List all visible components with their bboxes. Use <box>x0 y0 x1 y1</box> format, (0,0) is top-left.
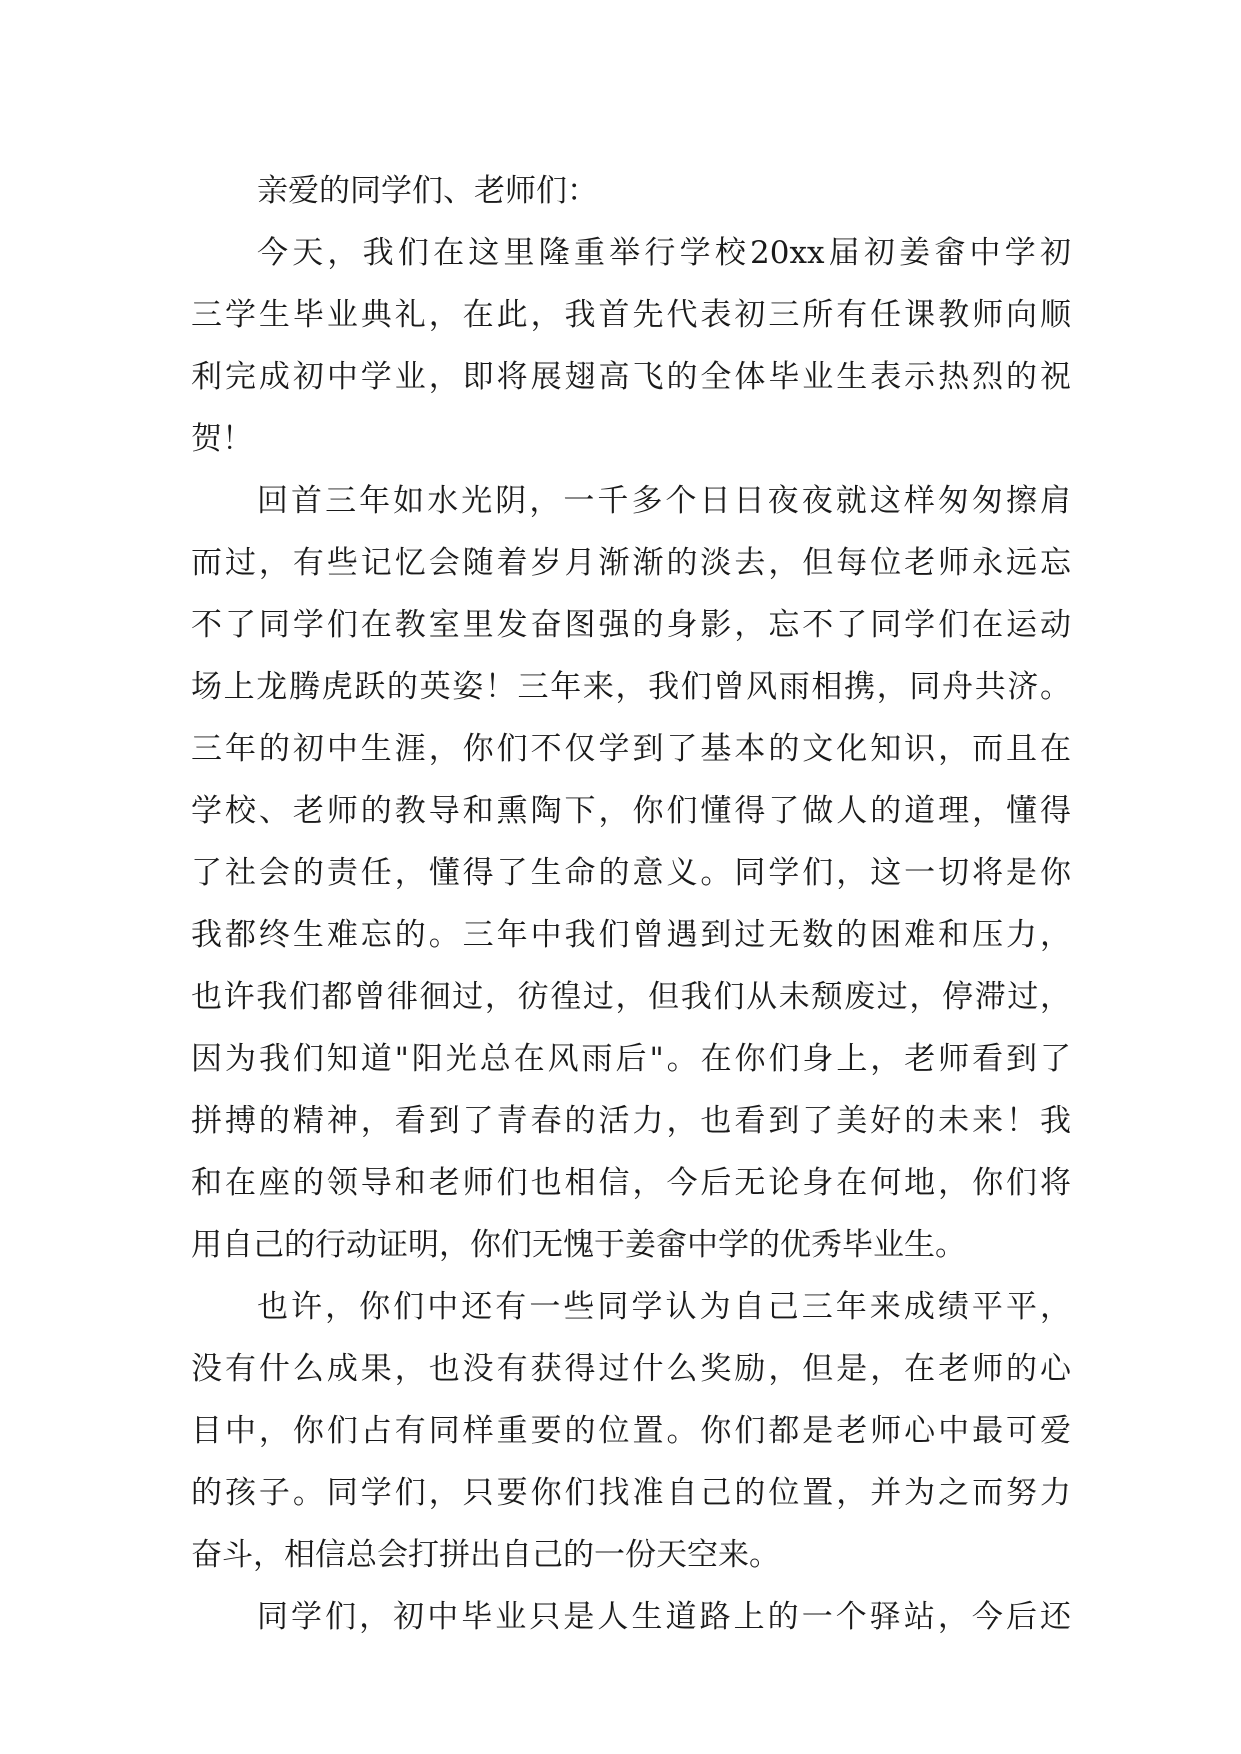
text-line: 和在座的领导和老师们也相信，今后无论身在何地，你们将 <box>191 1165 1071 1201</box>
text-line: 回首三年如水光阴，一千多个日日夜夜就这样匆匆擦肩 <box>257 483 1071 519</box>
text-line: 三年的初中生涯，你们不仅学到了基本的文化知识，而且在 <box>191 731 1071 767</box>
text-line: 而过，有些记忆会随着岁月渐渐的淡去，但每位老师永远忘 <box>191 545 1071 581</box>
text-line: 学校、老师的教导和熏陶下，你们懂得了做人的道理，懂得 <box>191 793 1071 829</box>
text-line: 不了同学们在教室里发奋图强的身影，忘不了同学们在运动 <box>191 607 1071 643</box>
text-line: 拼搏的精神，看到了青春的活力，也看到了美好的未来！我 <box>191 1103 1071 1139</box>
speech-body <box>191 160 1071 1648</box>
text-line: 今天，我们在这里隆重举行学校20xx届初姜畲中学初 <box>257 235 1071 271</box>
text-line: 也许我们都曾徘徊过，彷徨过，但我们从未颓废过，停滞过， <box>191 979 1071 1015</box>
text-line: 场上龙腾虎跃的英姿！三年来，我们曾风雨相携，同舟共济。 <box>191 669 1071 705</box>
text-line: 目中，你们占有同样重要的位置。你们都是老师心中最可爱 <box>191 1413 1071 1449</box>
text-line: 我都终生难忘的。三年中我们曾遇到过无数的困难和压力， <box>191 917 1071 953</box>
text-line: 奋斗，相信总会打拼出自己的一份天空来。 <box>191 1537 780 1573</box>
text-line: 没有什么成果，也没有获得过什么奖励，但是，在老师的心 <box>191 1351 1071 1387</box>
text-line: 同学们，初中毕业只是人生道路上的一个驿站，今后还 <box>257 1599 1071 1635</box>
text-line: 因为我们知道"阳光总在风雨后"。在你们身上，老师看到了 <box>191 1041 1071 1077</box>
text-line: 三学生毕业典礼，在此，我首先代表初三所有任课教师向顺 <box>191 297 1071 333</box>
text-line: 用自己的行动证明，你们无愧于姜畲中学的优秀毕业生。 <box>191 1227 966 1263</box>
text-line: 贺！ <box>191 421 253 457</box>
text-line: 了社会的责任，懂得了生命的意义。同学们，这一切将是你 <box>191 855 1071 891</box>
text-line: 也许，你们中还有一些同学认为自己三年来成绩平平， <box>257 1289 1071 1325</box>
text-line: 的孩子。同学们，只要你们找准自己的位置，并为之而努力 <box>191 1475 1071 1511</box>
text-line: 利完成初中学业，即将展翅高飞的全体毕业生表示热烈的祝 <box>191 359 1071 395</box>
greeting-line: 亲爱的同学们、老师们： <box>257 173 598 209</box>
